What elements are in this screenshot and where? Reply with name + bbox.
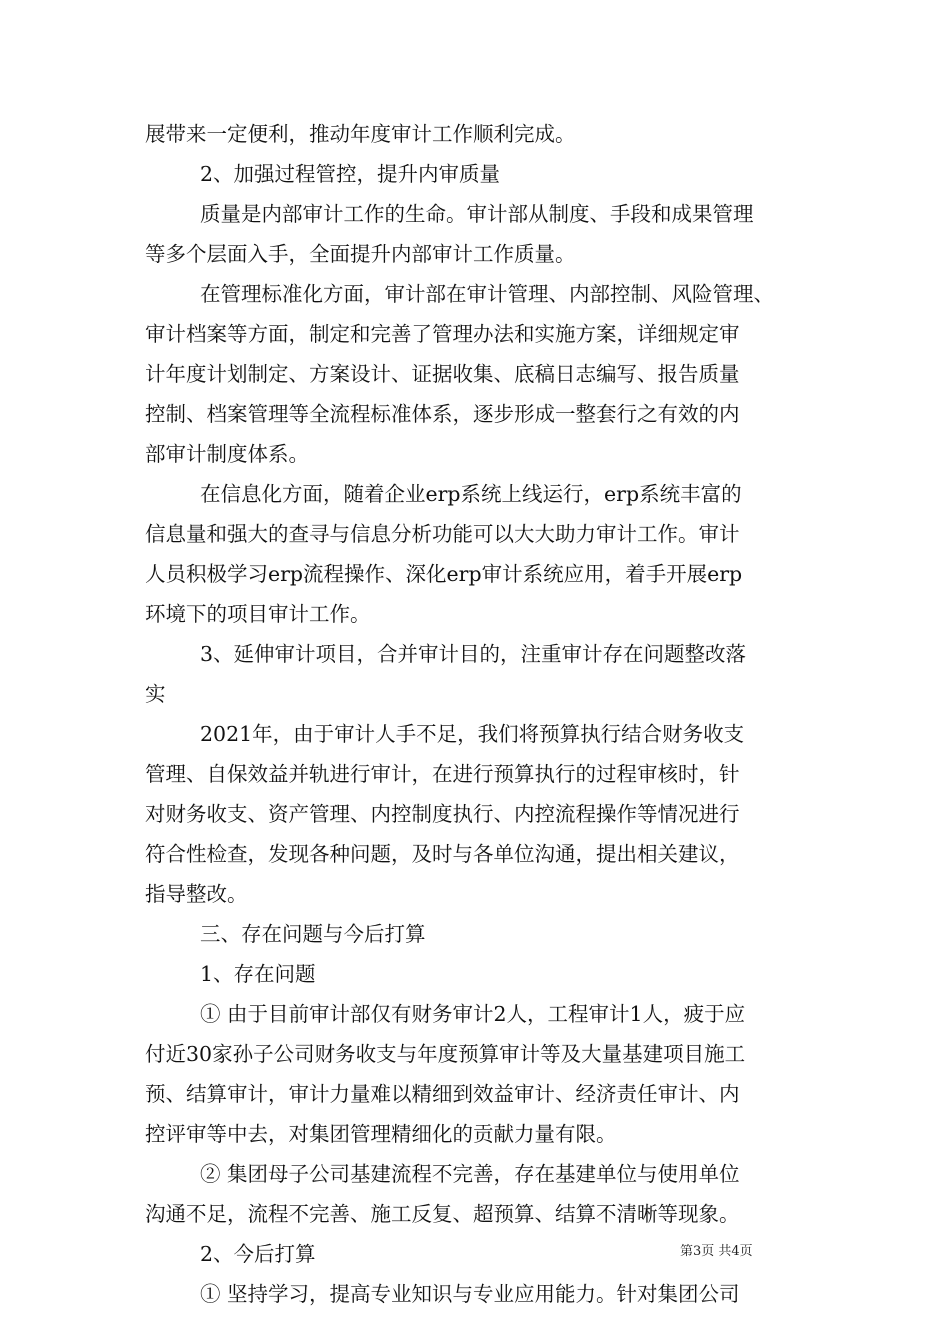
text-line: 信息量和强大的查寻与信息分析功能可以大大助力审计工作。审计 xyxy=(145,522,740,546)
text-line: 在管理标准化方面，审计部在审计管理、内部控制、风险管理、 xyxy=(200,282,774,306)
text-line: 在信息化方面，随着企业erp系统上线运行，erp系统丰富的 xyxy=(200,482,742,506)
text-line: 指导整改。 xyxy=(145,882,248,906)
text-line: 沟通不足，流程不完善、施工反复、超预算、结算不清晰等现象。 xyxy=(145,1202,740,1226)
text-line: 控评审等中去，对集团管理精细化的贡献力量有限。 xyxy=(145,1122,617,1146)
text-line: 计年度计划制定、方案设计、证据收集、底稿日志编写、报告质量 xyxy=(145,362,740,386)
text-line: ② 集团母子公司基建流程不完善，存在基建单位与使用单位 xyxy=(200,1162,740,1186)
section-heading: 2、加强过程管控，提升内审质量 xyxy=(200,162,501,186)
text-line: ① 坚持学习，提高专业知识与专业应用能力。针对集团公司 xyxy=(200,1282,740,1306)
section-heading: 实 xyxy=(145,682,166,706)
text-line: 管理、自保效益并轨进行审计，在进行预算执行的过程审核时，针 xyxy=(145,762,740,786)
section-heading: 1、存在问题 xyxy=(200,962,316,986)
text-line: 部审计制度体系。 xyxy=(145,442,309,466)
text-line: ① 由于目前审计部仅有财务审计2人，工程审计1人，疲于应 xyxy=(200,1002,746,1026)
section-heading: 三、存在问题与今后打算 xyxy=(200,922,426,946)
text-line: 付近30家孙子公司财务收支与年度预算审计等及大量基建项目施工 xyxy=(145,1042,746,1066)
text-line: 审计档案等方面，制定和完善了管理办法和实施方案，详细规定审 xyxy=(145,322,740,346)
text-line: 对财务收支、资产管理、内控制度执行、内控流程操作等情况进行 xyxy=(145,802,740,826)
section-heading: 2、今后打算 xyxy=(200,1242,316,1266)
text-line: 等多个层面入手，全面提升内部审计工作质量。 xyxy=(145,242,576,266)
section-heading: 3、延伸审计项目，合并审计目的，注重审计存在问题整改落 xyxy=(200,642,747,666)
text-line: 人员积极学习erp流程操作、深化erp审计系统应用，着手开展erp xyxy=(145,562,743,586)
page-number: 第3页 共4页 xyxy=(680,1244,753,1259)
text-line: 展带来一定便利，推动年度审计工作顺利完成。 xyxy=(145,122,576,146)
text-line: 控制、档案管理等全流程标准体系，逐步形成一整套行之有效的内 xyxy=(145,402,740,426)
text-line: 质量是内部审计工作的生命。审计部从制度、手段和成果管理 xyxy=(200,202,754,226)
text-line: 符合性检查，发现各种问题，及时与各单位沟通，提出相关建议， xyxy=(145,842,740,866)
text-line: 环境下的项目审计工作。 xyxy=(145,602,371,626)
text-line: 预、结算审计，审计力量难以精细到效益审计、经济责任审计、内 xyxy=(145,1082,740,1106)
text-line: 2021年，由于审计人手不足，我们将预算执行结合财务收支 xyxy=(200,722,745,746)
